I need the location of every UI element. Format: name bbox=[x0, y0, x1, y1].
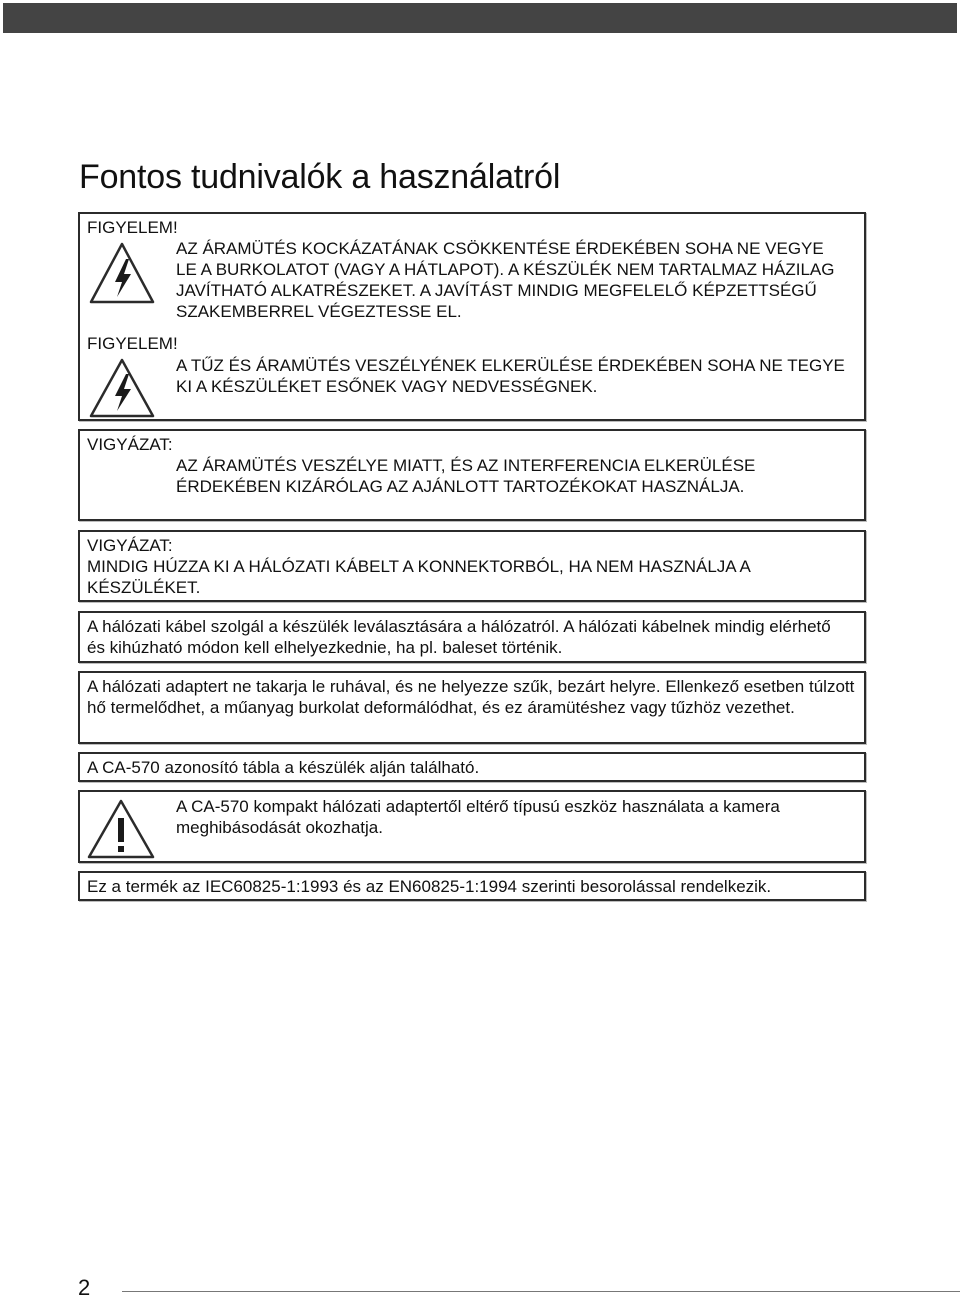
notice-box-id-plate bbox=[78, 752, 866, 782]
page-title: Fontos tudnivalók a használatról bbox=[79, 158, 561, 196]
caution-text: AZ ÁRAMÜTÉS VESZÉLYE MIATT, ÉS AZ INTERFERENCIA ELKERÜLÉSE ÉRDEKÉBEN KIZÁRÓLAG AZ AJÁNLOTT TARTOZÉKOKAT HASZNÁLJA. bbox=[176, 456, 756, 496]
footer-divider bbox=[122, 1291, 960, 1292]
notice-box-laser-class bbox=[78, 871, 866, 901]
caution-label: VIGYÁZAT: bbox=[87, 435, 173, 454]
warning-box-figyelem bbox=[78, 212, 866, 421]
notice-text: Ez a termék az IEC60825-1:1993 és az EN60825-1:1994 szerinti besorolással rendelkezik. bbox=[87, 877, 772, 896]
warning-label-1: FIGYELEM! bbox=[87, 218, 178, 237]
header-bar bbox=[3, 3, 957, 33]
notice-box-power-cable bbox=[78, 611, 866, 663]
notice-text: A hálózati adaptert ne takarja le ruhával, és ne helyezze szűk, bezárt helyre. Ellenkező esetben túlzott hő termelődhet, a műanyag burkolat deformálódhat, és ez áramütéshez vagy tűzhöz vezethet. bbox=[87, 677, 855, 717]
electric-shock-warning-icon bbox=[88, 241, 156, 305]
warning-text-2: A TŰZ ÉS ÁRAMÜTÉS VESZÉLYÉNEK ELKERÜLÉSE ÉRDEKÉBEN SOHA NE TEGYE KI A KÉSZÜLÉKET ESŐNEK VAGY NEDVESSÉGNEK. bbox=[176, 356, 845, 396]
notice-box-adapter-heat bbox=[78, 671, 866, 744]
warning-label-2: FIGYELEM! bbox=[87, 334, 178, 353]
notice-text: A hálózati kábel szolgál a készülék leválasztására a hálózatról. A hálózati kábelnek mindig elérhető és kihúzható módon kell elhelyezkednie, ha pl. baleset történik. bbox=[87, 617, 831, 657]
electric-shock-warning-icon bbox=[88, 357, 156, 419]
notice-box-compatible-adapter bbox=[78, 790, 866, 863]
exclamation-warning-icon bbox=[86, 798, 156, 860]
caution-label: VIGYÁZAT: bbox=[87, 536, 173, 555]
warning-text-1: AZ ÁRAMÜTÉS KOCKÁZATÁNAK CSÖKKENTÉSE ÉRDEKÉBEN SOHA NE VEGYE LE A BURKOLATOT (VAGY A HÁTLAPOT). A KÉSZÜLÉK NEM TARTALMAZ HÁZILAG JAVÍTHATÓ ALKATRÉSZEKET. A JAVÍTÁST MINDIG MEGFELELŐ KÉPZETTSÉGŰ SZAKEMBERREL VÉGEZTESSE EL. bbox=[176, 239, 835, 321]
caution-box-accessories bbox=[78, 429, 866, 521]
caution-text: MINDIG HÚZZA KI A HÁLÓZATI KÁBELT A KONNEKTORBÓL, HA NEM HASZNÁLJA A KÉSZÜLÉKET. bbox=[87, 557, 750, 597]
notice-text: A CA-570 azonosító tábla a készülék alján található. bbox=[87, 758, 480, 777]
page-number: 2 bbox=[78, 1275, 91, 1300]
caution-box-unplug bbox=[78, 530, 866, 602]
notice-text: A CA-570 kompakt hálózati adaptertől eltérő típusú eszköz használata a kamera meghibásodását okozhatja. bbox=[176, 797, 780, 837]
